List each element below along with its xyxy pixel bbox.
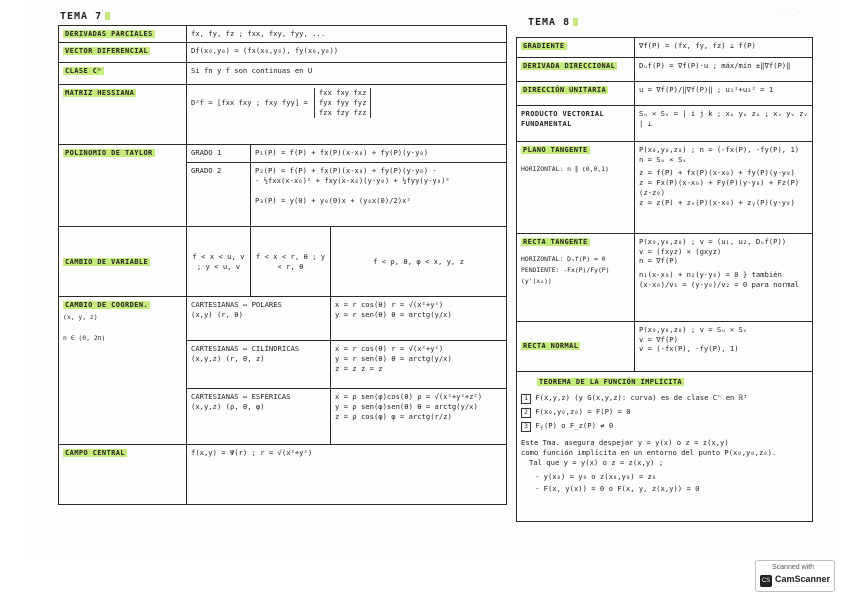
implicita-item-3: Fᵧ(P) o F_z(P) ≠ 0: [535, 421, 614, 431]
implicita-item-1: F(x,y,z) (y G(x,y,z): curva) es de clase Cⁿ en ℝ³: [535, 393, 748, 403]
derivadas-content: fx, fy, fz ; fxx, fxy, fyy, ...: [187, 26, 507, 43]
direccional-label: DERIVADA DIRECCIONAL: [517, 58, 635, 82]
implicita-paragraph-2: como función implícita en un entorno del punto P(x₀,y₀,z₀).: [521, 448, 777, 458]
cambio-var-case-2: f < x < r, θ ; y < r, θ: [251, 227, 331, 297]
camscanner-brand: CamScanner: [775, 574, 831, 584]
implicita-bullet-2: · F(x, y(x)) = 0 o F(x, y, z(x,y)) = 0: [535, 484, 700, 494]
recta-horizontal: HORIZONTAL: Dₓf(P) = 0: [521, 255, 606, 264]
bleed-through-decoration: · · ·: [780, 8, 802, 16]
vectorial-content: Sᵤ × Sᵥ = | i j k ; xᵤ yᵤ zᵤ ; xᵥ yᵥ zᵥ | ⊥: [635, 106, 813, 142]
implicita-paragraph-3: Tal que y = y(x) o z = z(x,y) ;: [529, 457, 664, 467]
campo-content: f(x,y) = Ψ(r) ; r = √(x²+y²): [187, 445, 507, 505]
hessiana-row-1: fxx fxy fxz: [318, 88, 367, 98]
taylor-label: POLINOMIO DE TAYLOR: [59, 145, 187, 227]
gradiente-label: GRADIENTE: [517, 38, 635, 58]
recta-pendiente: PENDIENTE: -Fx(P)/Fy(P): [521, 266, 610, 275]
item-number-2: 2: [521, 408, 531, 418]
taylor-grado-2-formula: [251, 163, 507, 227]
implicita-bullet-1: · y(x₀) = y₀ o z(x₀,y₀) = z₀: [535, 471, 657, 481]
coorden-label: CAMBIO DE COORDEN. (x, y, z) n ∈ (0, 2π): [59, 297, 187, 445]
taylor-grado-2: GRADO 2: [187, 163, 251, 227]
tema8-table: [516, 37, 813, 522]
implicita-paragraph-1: Este Tma. asegura despejar y = y(x) o z = z(x,y): [521, 438, 729, 448]
cambio-var-label: CAMBIO DE VARIABLE: [59, 227, 187, 297]
polar-formulas: x = r cos(θ) r = √(x²+y²) y = r sen(θ) θ = arctg(y/x): [331, 297, 507, 341]
implicita-section: [517, 372, 813, 522]
coorden-range: n ∈ (0, 2π): [63, 333, 106, 342]
taylor-grado-1: GRADO 1: [187, 145, 251, 163]
clase-content: Si fn y f son continuas en U: [187, 63, 507, 85]
hessiana-2x2: D²f = [fxx fxy ; fxy fyy] =: [191, 98, 308, 108]
cambio-var-case-3: f < ρ, θ, φ < x, y, z: [331, 227, 507, 297]
unitaria-content: u = ∇f(P)/‖∇f(P)‖ ; u₁²+u₂² = 1: [635, 82, 813, 106]
normal-label: RECTA NORMAL: [517, 322, 635, 372]
tema7-title: TEMA 7: [60, 11, 110, 22]
recta-content: P(x₀,y₀,z₀) ; v = (u₁, u₂, Dᵤf(P)) v = (fxyz) × (gxyz) n = ∇f(P) n₁(x-x₀) + n₂(y-y₀) = 0 } también (x-x₀)/v₁ = (y-y₀)/v₂ = 0 para normal: [635, 234, 813, 322]
item-number-3: 3: [521, 422, 531, 432]
esfericas-formulas: x = ρ sen(φ)cos(θ) ρ = √(x²+y²+z²) y = ρ sen(φ)sen(θ) θ = arctg(y/x) z = ρ cos(φ) φ = arctg(r/z): [331, 389, 507, 445]
taylor-g2-line-1: P₂(P) = f(P) + fx(P)(x-x₀) + fy(P)(y-y₀) -: [255, 166, 437, 176]
vector-label: VECTOR DIFERENCIAL: [59, 43, 187, 63]
gradiente-content: ∇f(P) = (fx, fy, fz) ⊥ f(P): [635, 38, 813, 58]
direccional-content: Dᵤf(P) = ∇f(P)·u ; máx/mín ±‖∇f(P)‖: [635, 58, 813, 82]
hessiana-row-3: fzx fzy fzz: [318, 107, 367, 117]
cambio-var-case-1: f < x < u, v ; y < u, v: [187, 227, 251, 297]
unitaria-label: DIRECCIÓN UNITARIA: [517, 82, 635, 106]
vector-content: Df(x₀,y₀) = (fx(x₀,y₀), fy(x₀,y₀)): [187, 43, 507, 63]
clase-label: CLASE Cⁿ: [59, 63, 187, 85]
recta-pendiente-2: (y'(x₀)): [521, 276, 552, 285]
coorden-vars: (x, y, z): [63, 312, 98, 321]
vectorial-label: PRODUCTO VECTORIAL FUNDAMENTAL: [517, 106, 635, 142]
derivadas-label: DERIVADAS PARCIALES: [59, 26, 187, 43]
polar-header: CARTESIANAS ↔ POLARES (x,y) (r, θ): [187, 297, 331, 341]
hessiana-row-2: fyx fyy fyz: [318, 98, 367, 108]
tema7-table: [58, 25, 507, 505]
item-number-1: 1: [521, 394, 531, 404]
taylor-grado-1-formula: P₁(P) = f(P) + fx(P)(x-x₀) + fy(P)(y-y₀): [251, 145, 507, 163]
hessiana-content: [187, 85, 507, 145]
plano-content: P(x₀,y₀,z₀) ; n = (-fx(P), -fy(P), 1) n = Sᵤ × Sᵥ z = f(P) + fx(P)(x-x₀) + fy(P)(y-y₀) z = Fx(P)(x-x₀) + Fy(P)(y-y₀) + Fz(P)(z-z₀) z = z(P) + zₓ(P)(x-x₀) + zᵧ(P)(y-y₀): [635, 142, 813, 234]
tema8-title: TEMA 8: [528, 17, 578, 28]
normal-content: P(x₀,y₀,z₀) ; v = Sᵤ × Sᵥ v = ∇f(P) v = (-fx(P), -fy(P), 1): [635, 322, 813, 372]
cilindricas-header: CARTESIANAS ↔ CILÍNDRICAS (x,y,z) (r, θ, z): [187, 341, 331, 389]
esfericas-header: CARTESIANAS ↔ ESFÉRICAS (x,y,z) (ρ, θ, φ): [187, 389, 331, 445]
camscanner-badge: [755, 560, 835, 592]
implicita-item-2: F(x₀,y₀,z₀) = F(P) = 0: [535, 407, 631, 417]
taylor-g2-line-2: - ½fxx(x-x₀)² + fxy(x-x₀)(y-y₀) + ½fyy(y-y₀)²: [255, 176, 450, 186]
taylor-g3-line: P₃(P) = y(0) + y₀(0)x + (y₀x(0)/2)x²: [255, 195, 411, 205]
campo-label: CAMPO CENTRAL: [59, 445, 187, 505]
hessiana-label: MATRIZ HESSIANA: [59, 85, 187, 145]
cilindricas-formulas: x = r cos(θ) r = √(x²+y²) y = r sen(θ) θ = arctg(y/x) z = z z = z: [331, 341, 507, 389]
camscanner-logo-icon: CS: [760, 575, 772, 587]
scanned-with-label: Scanned with: [772, 564, 815, 571]
plano-horizontal: HORIZONTAL: n ∥ (0,0,1): [521, 165, 609, 174]
implicita-label: TEOREMA DE LA FUNCIÓN IMPLÍCITA: [539, 378, 683, 386]
recta-label: RECTA TANGENTE HORIZONTAL: Dₓf(P) = 0 PENDIENTE: -Fx(P)/Fy(P) (y'(x₀)): [517, 234, 635, 322]
plano-label: PLANO TANGENTE HORIZONTAL: n ∥ (0,0,1): [517, 142, 635, 234]
